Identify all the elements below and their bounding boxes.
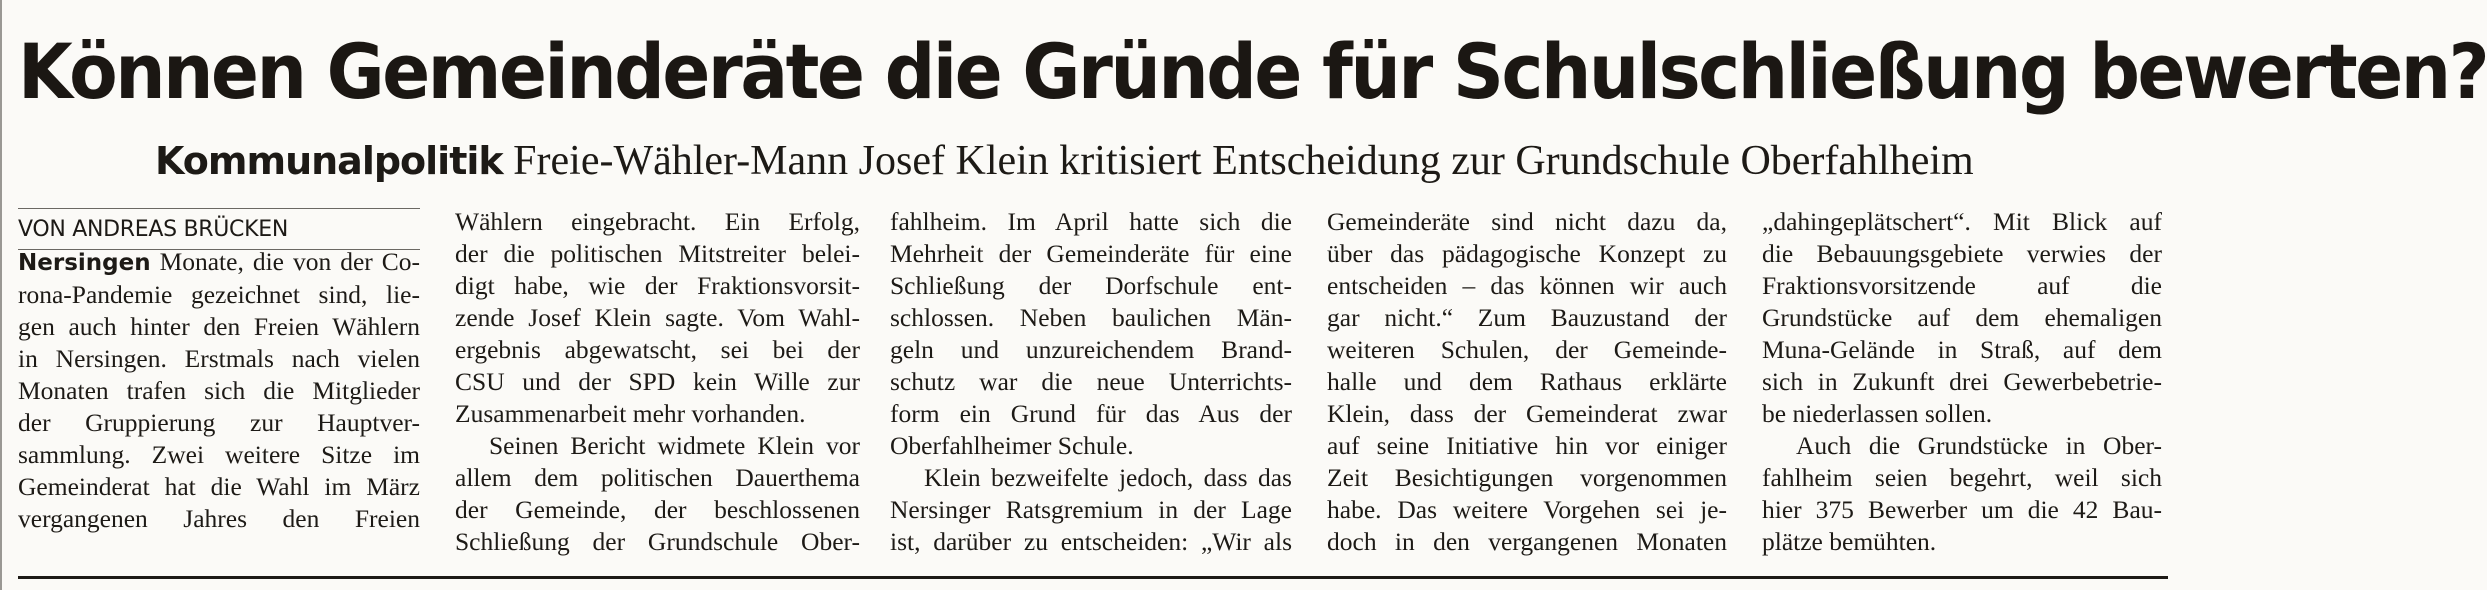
text-line: Wählern eingebracht. Ein Erfolg, [455,207,860,236]
subhead-kicker: Kommunalpolitik [155,139,503,183]
text-line: der die politischen Mitstreiter belei- [455,239,860,268]
text-line: Klein, dass der Gemeinderat zwar [1327,399,1727,428]
text-line: schlossen. Neben baulichen Män- [890,303,1292,332]
text-line: Gemeinderat hat die Wahl im März [18,472,420,501]
text-line: plätze bemühten. [1762,527,1937,556]
text-line: Klein bezweifelte jedoch, dass das [924,463,1292,492]
text-line: halle und dem Rathaus erklärte [1327,367,1727,396]
text-line: sammlung. Zwei weitere Sitze im [18,440,420,469]
text-line: digt habe, wie der Fraktionsvorsit- [455,271,860,300]
text-line: schutz war die neue Unterrichts- [890,367,1292,396]
text-line: CSU und der SPD kein Wille zur [455,367,860,396]
text-line: hier 375 Bewerber um die 42 Bau- [1762,495,2162,524]
text-line: Monaten trafen sich die Mitglieder [18,376,420,405]
subheadline [155,135,1974,187]
text-line: ist, darüber zu entscheiden: „Wir als [890,527,1292,556]
text-line: Seinen Bericht widmete Klein vor [489,431,860,460]
text-line: habe. Das weitere Vorgehen sei je- [1327,495,1727,524]
text-line: in Nersingen. Erstmals nach vielen [18,344,420,373]
text-line: Nersinger Ratsgremium in der Lage [890,495,1292,524]
bottom-rule [18,576,2168,579]
text-line: vergangenen Jahres den Freien [18,504,420,533]
headline: Können Gemeinderäte die Gründe für Schulschließung bewerten? [18,27,2487,116]
text-line: Auch die Grundstücke in Ober- [1796,431,2162,460]
text-line: Oberfahlheimer Schule. [890,431,1134,460]
text-line: form ein Grund für das Aus der [890,399,1292,428]
page-edge-rule [0,0,2,590]
text-line: der Gruppierung zur Hauptver- [18,408,420,437]
text-line: Schließung der Grundschule Ober- [455,527,860,556]
text-fragment: Monate, die von der Co- [150,247,420,276]
dateline: Nersingen [18,250,151,276]
text-line: gar nicht.“ Zum Bauzustand der [1327,303,1727,332]
text-line: gen auch hinter den Freien Wählern [18,312,420,341]
text-line: Schließung der Dorfschule ent- [890,271,1292,300]
text-line: Zusammenarbeit mehr vorhanden. [455,399,806,428]
text-line: Gemeinderäte sind nicht dazu da, [1327,207,1727,236]
text-line: der Gemeinde, der beschlossenen [455,495,860,524]
byline: VON ANDREAS BRÜCKEN [18,208,420,250]
text-line: Mehrheit der Gemeinderäte für eine [890,239,1292,268]
text-line [18,246,420,279]
text-line: zende Josef Klein sagte. Vom Wahl- [455,303,860,332]
text-line: weiteren Schulen, der Gemeinde- [1327,335,1727,364]
text-line: auf seine Initiative hin vor einiger [1327,431,1727,460]
text-line: allem dem politischen Dauerthema [455,463,860,492]
text-line: entscheiden – das können wir auch [1327,271,1727,300]
text-line: „dahingeplätschert“. Mit Blick auf [1762,207,2162,236]
article-column-4 [1327,206,1727,558]
article-column-2 [455,206,860,558]
text-line: Zeit Besichtigungen vorgenommen [1327,463,1727,492]
text-line: Fraktionsvorsitzende auf die [1762,271,2162,300]
subhead-text: Freie-Wähler-Mann Josef Klein kritisiert Entscheidung zur Grundschule Oberfahlheim [513,138,1974,184]
text-line: die Bebauungsgebiete verwies der [1762,239,2162,268]
text-line: geln und unzureichendem Brand- [890,335,1292,364]
article-column-1 [18,246,420,535]
text-line: be niederlassen sollen. [1762,399,1993,428]
text-line: sich in Zukunft drei Gewerbebetrie- [1762,367,2162,396]
text-line: fahlheim seien begehrt, weil sich [1762,463,2162,492]
article-column-5 [1762,206,2162,558]
text-line: ergebnis abgewatscht, sei bei der [455,335,860,364]
article-column-3 [890,206,1292,558]
text-line: fahlheim. Im April hatte sich die [890,207,1292,236]
text-line: Grundstücke auf dem ehemaligen [1762,303,2162,332]
text-line: doch in den vergangenen Monaten [1327,527,1727,556]
text-line: über das pädagogische Konzept zu [1327,239,1727,268]
text-line: Muna-Gelände in Straß, auf dem [1762,335,2162,364]
text-line: rona-Pandemie gezeichnet sind, lie- [18,280,420,309]
